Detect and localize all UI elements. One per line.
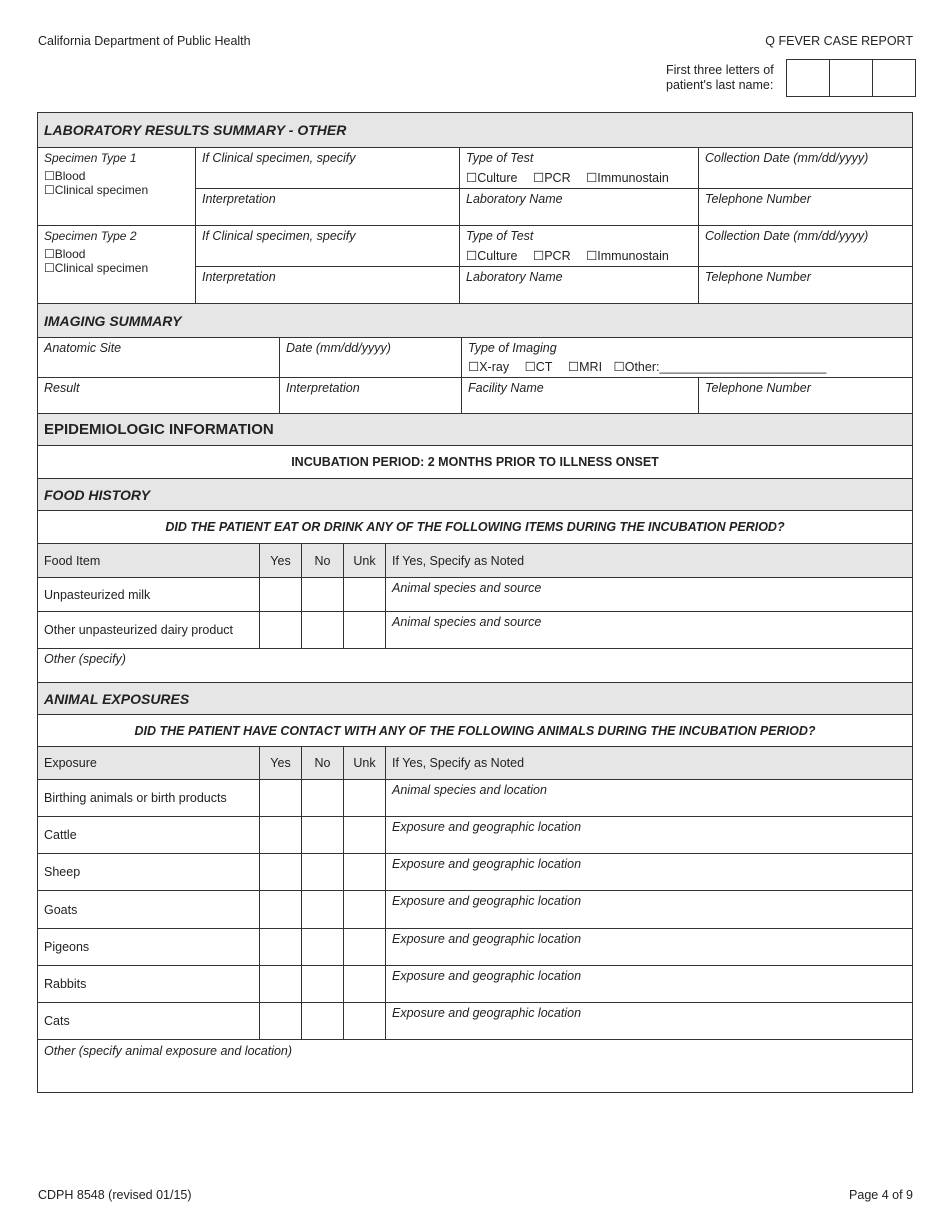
specimen-type-cell <box>38 226 196 303</box>
no-cell[interactable] <box>302 817 344 853</box>
unk-cell[interactable] <box>344 1003 386 1039</box>
yes-cell[interactable] <box>260 891 302 928</box>
animal-other-row <box>38 1040 912 1092</box>
exposure-label: Goats <box>38 891 260 928</box>
table-row <box>38 817 912 854</box>
yes-cell[interactable] <box>260 854 302 890</box>
specify-field[interactable]: Exposure and geographic location <box>392 857 582 871</box>
organization-name: California Department of Public Health <box>38 34 251 48</box>
table-row <box>38 578 912 612</box>
unk-cell[interactable] <box>344 891 386 928</box>
last-name-letter-3[interactable] <box>872 59 916 97</box>
unk-cell[interactable] <box>344 929 386 965</box>
facility-name-field[interactable]: Facility Name <box>462 378 699 413</box>
specimen-block-1 <box>38 148 912 226</box>
checkbox-clinical-specimen[interactable]: ☐Clinical specimen <box>44 261 149 275</box>
type-of-imaging-cell <box>462 338 912 377</box>
no-cell[interactable] <box>302 1003 344 1039</box>
no-cell[interactable] <box>302 891 344 928</box>
imaging-result-field[interactable]: Result <box>38 378 280 413</box>
checkbox-immunostain[interactable]: ☐Immunostain <box>586 171 669 185</box>
telephone-field[interactable]: Telephone Number <box>705 192 811 206</box>
checkbox-pcr[interactable]: ☐PCR <box>533 249 571 263</box>
yes-cell[interactable] <box>260 1003 302 1039</box>
food-other-field[interactable]: Other (specify) <box>44 652 126 666</box>
clinical-specify-field[interactable]: If Clinical specimen, specify <box>196 148 460 188</box>
laboratory-name-field[interactable]: Laboratory Name <box>460 189 699 225</box>
no-cell[interactable] <box>302 854 344 890</box>
exposure-label: Pigeons <box>38 929 260 965</box>
specify-field[interactable]: Exposure and geographic location <box>392 820 582 834</box>
table-row <box>38 1003 912 1040</box>
animal-section-title: ANIMAL EXPOSURES <box>38 683 912 715</box>
no-cell[interactable] <box>302 966 344 1002</box>
exposure-label: Cats <box>38 1003 260 1039</box>
exposure-label: Rabbits <box>38 966 260 1002</box>
checkbox-culture[interactable]: ☐Culture <box>466 249 518 263</box>
epi-section-title: EPIDEMIOLOGIC INFORMATION <box>38 414 912 446</box>
specify-field[interactable]: Exposure and geographic location <box>392 932 582 946</box>
imaging-row-top <box>38 338 912 378</box>
table-row <box>38 612 912 649</box>
no-cell[interactable] <box>302 578 344 611</box>
specimen-row-top <box>196 148 912 189</box>
animal-other-field[interactable]: Other (specify animal exposure and location) <box>44 1044 293 1058</box>
exposure-label: Cattle <box>38 817 260 853</box>
checkbox-culture[interactable]: ☐Culture <box>466 171 518 185</box>
checkbox-mri[interactable]: ☐MRI <box>567 360 603 374</box>
food-section-title: FOOD HISTORY <box>38 479 912 511</box>
no-cell[interactable] <box>302 929 344 965</box>
table-row <box>38 966 912 1003</box>
animal-question: DID THE PATIENT HAVE CONTACT WITH ANY OF THE FOLLOWING ANIMALS DURING THE INCUBATION PERIOD? <box>38 715 912 747</box>
yes-cell[interactable] <box>260 929 302 965</box>
report-title: Q FEVER CASE REPORT <box>765 34 913 48</box>
last-name-letter-1[interactable] <box>786 59 830 97</box>
lab-section-title: LABORATORY RESULTS SUMMARY - OTHER <box>38 113 912 148</box>
specify-field[interactable]: Animal species and source <box>392 581 542 595</box>
col-specify: If Yes, Specify as Noted <box>392 756 525 770</box>
anatomic-site-field[interactable]: Anatomic Site <box>38 338 280 377</box>
table-row <box>38 891 912 929</box>
imaging-row-bottom <box>38 378 912 414</box>
exposure-label: Birthing animals or birth products <box>38 780 260 816</box>
col-food-item: Food Item <box>38 544 260 577</box>
col-yes: Yes <box>260 544 302 577</box>
yes-cell[interactable] <box>260 780 302 816</box>
checkbox-xray[interactable]: ☐X-ray <box>468 360 510 374</box>
table-row <box>38 780 912 817</box>
last-name-label-line2: patient's last name: <box>666 78 774 92</box>
col-yes: Yes <box>260 747 302 779</box>
laboratory-name-field[interactable]: Laboratory Name <box>460 267 699 303</box>
unk-cell[interactable] <box>344 780 386 816</box>
last-name-label-line1: First three letters of <box>666 63 774 77</box>
collection-date-field[interactable]: Collection Date (mm/dd/yyyy) <box>705 229 869 243</box>
unk-cell[interactable] <box>344 578 386 611</box>
checkbox-clinical-specimen[interactable]: ☐Clinical specimen <box>44 183 149 197</box>
specify-field[interactable]: Exposure and geographic location <box>392 969 582 983</box>
food-item-label: Other unpasteurized dairy product <box>38 612 260 648</box>
type-of-test-label: Type of Test <box>466 229 534 243</box>
telephone-field[interactable]: Telephone Number <box>705 270 811 284</box>
type-of-test-label: Type of Test <box>466 151 534 165</box>
col-no: No <box>302 544 344 577</box>
animal-table-header <box>38 747 912 780</box>
imaging-section-title: IMAGING SUMMARY <box>38 304 912 338</box>
checkbox-blood[interactable]: ☐Blood <box>44 169 86 183</box>
yes-cell[interactable] <box>260 817 302 853</box>
unk-cell[interactable] <box>344 854 386 890</box>
exposure-label: Sheep <box>38 854 260 890</box>
food-other-row <box>38 649 912 683</box>
specimen-block-2 <box>38 226 912 304</box>
yes-cell[interactable] <box>260 966 302 1002</box>
food-table-header <box>38 544 912 578</box>
checkbox-immunostain[interactable]: ☐Immunostain <box>586 249 669 263</box>
table-row <box>38 854 912 891</box>
incubation-period-banner: INCUBATION PERIOD: 2 MONTHS PRIOR TO ILLNESS ONSET <box>38 446 912 479</box>
food-question: DID THE PATIENT EAT OR DRINK ANY OF THE FOLLOWING ITEMS DURING THE INCUBATION PERIOD? <box>38 511 912 544</box>
interpretation-field[interactable]: Interpretation <box>196 189 460 225</box>
type-of-imaging-label: Type of Imaging <box>468 341 557 355</box>
specimen-row-bottom <box>196 189 912 225</box>
specify-field[interactable]: Animal species and location <box>392 783 547 797</box>
unk-cell[interactable] <box>344 817 386 853</box>
last-name-boxes <box>787 59 916 97</box>
checkbox-blood[interactable]: ☐Blood <box>44 247 86 261</box>
no-cell[interactable] <box>302 612 344 648</box>
food-item-label: Unpasteurized milk <box>38 578 260 611</box>
last-name-label <box>666 63 786 93</box>
table-row <box>38 929 912 966</box>
col-unk: Unk <box>344 544 386 577</box>
unk-cell[interactable] <box>344 966 386 1002</box>
col-unk: Unk <box>344 747 386 779</box>
type-of-test-cell <box>460 226 699 266</box>
col-specify: If Yes, Specify as Noted <box>392 553 525 568</box>
specimen-row-top <box>196 226 912 267</box>
checkbox-ct[interactable]: ☐CT <box>524 360 553 374</box>
interpretation-field[interactable]: Interpretation <box>196 267 460 303</box>
last-name-letter-2[interactable] <box>829 59 873 97</box>
collection-date-field[interactable]: Collection Date (mm/dd/yyyy) <box>705 151 869 165</box>
specify-field[interactable]: Exposure and geographic location <box>392 894 582 908</box>
specimen-type-label: Specimen Type 1 <box>44 151 137 165</box>
specimen-row-bottom <box>196 267 912 303</box>
yes-cell[interactable] <box>260 612 302 648</box>
specify-field[interactable]: Exposure and geographic location <box>392 1006 582 1020</box>
col-no: No <box>302 747 344 779</box>
imaging-date-field[interactable]: Date (mm/dd/yyyy) <box>280 338 462 377</box>
imaging-telephone-field[interactable]: Telephone Number <box>705 381 811 395</box>
yes-cell[interactable] <box>260 578 302 611</box>
page-number: Page 4 of 9 <box>849 1188 913 1202</box>
case-report-form <box>37 112 913 1093</box>
specimen-type-label: Specimen Type 2 <box>44 229 137 243</box>
imaging-interpretation-field[interactable]: Interpretation <box>280 378 462 413</box>
checkbox-other-imaging[interactable]: ☐Other:________________________ <box>613 360 827 374</box>
type-of-test-cell <box>460 148 699 188</box>
checkbox-pcr[interactable]: ☐PCR <box>533 171 571 185</box>
specify-field[interactable]: Animal species and source <box>392 615 542 629</box>
no-cell[interactable] <box>302 780 344 816</box>
form-id: CDPH 8548 (revised 01/15) <box>38 1188 192 1202</box>
specimen-type-cell <box>38 148 196 225</box>
unk-cell[interactable] <box>344 612 386 648</box>
clinical-specify-field[interactable]: If Clinical specimen, specify <box>196 226 460 266</box>
col-exposure: Exposure <box>38 747 260 779</box>
